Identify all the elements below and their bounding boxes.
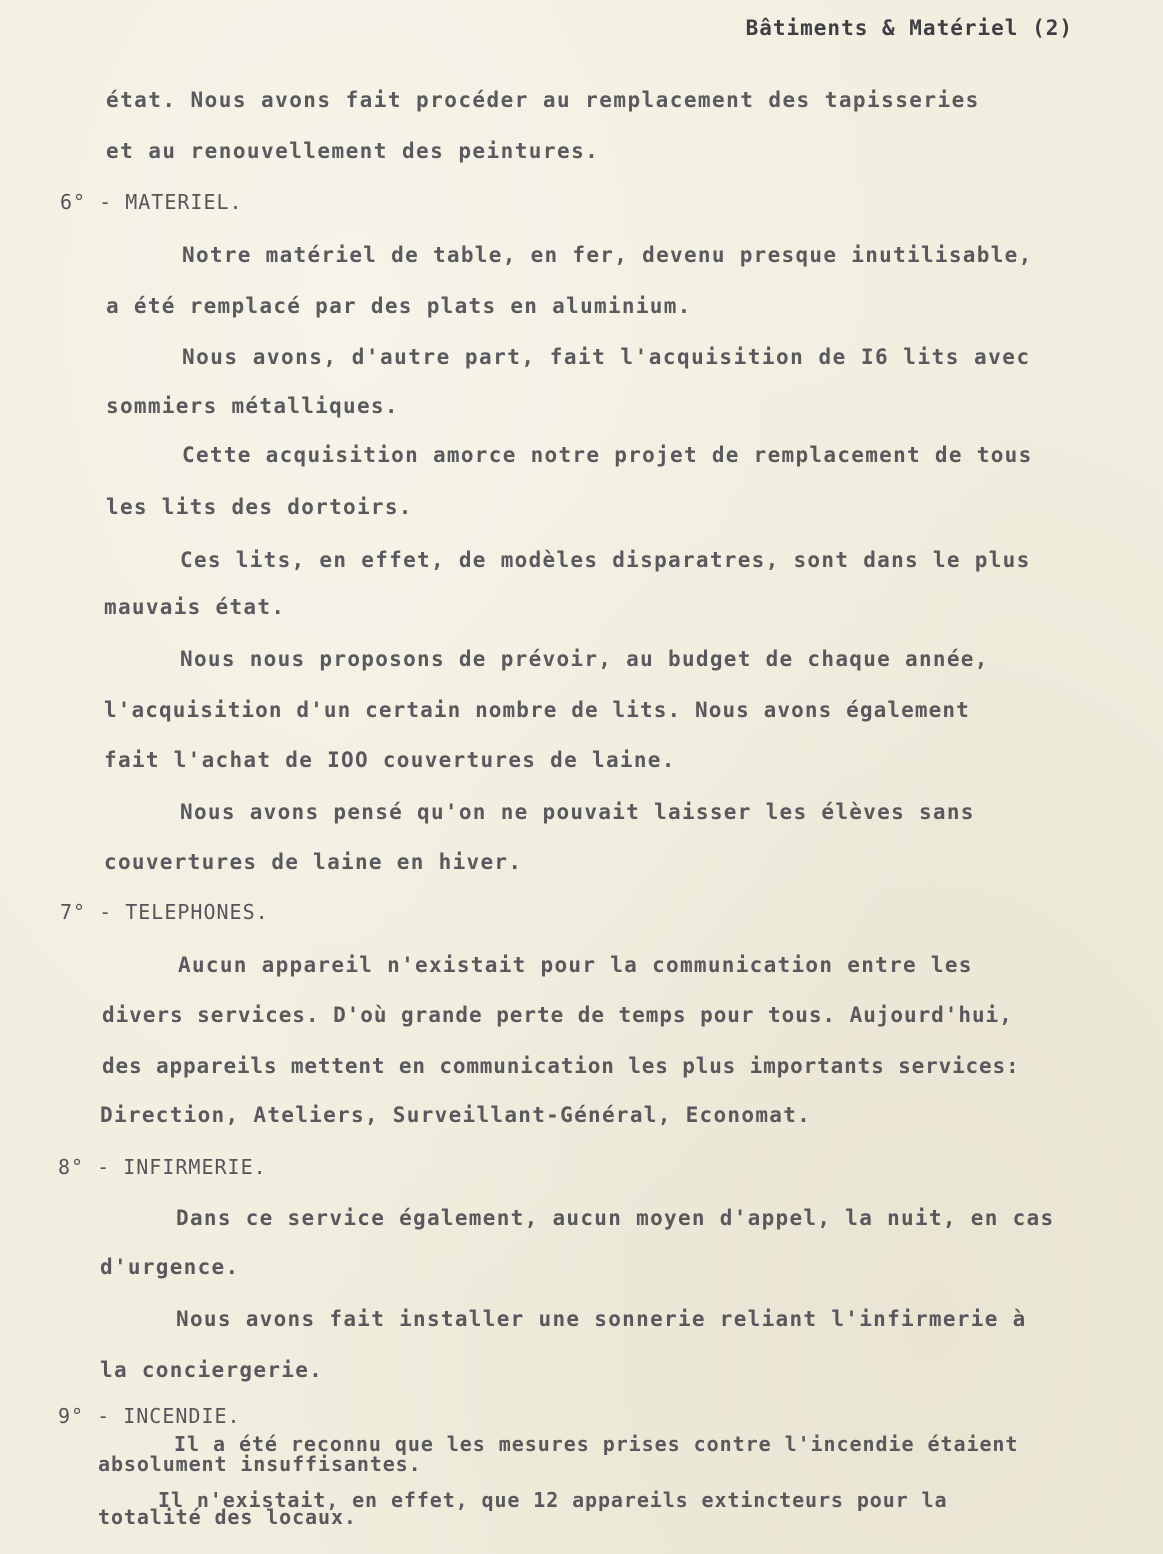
text-line: mauvais état. — [104, 595, 286, 619]
text-line: et au renouvellement des peintures. — [106, 139, 600, 163]
text-line: Nous nous proposons de prévoir, au budget de chaque année, — [180, 647, 989, 671]
text-line: divers services. D'où grande perte de temps pour tous. Aujourd'hui, — [102, 1003, 1013, 1027]
text-line: sommiers métalliques. — [106, 394, 399, 418]
text-line: absolument insuffisantes. — [98, 1452, 422, 1476]
section-heading-infirmerie: 8° - INFIRMERIE. — [58, 1155, 267, 1179]
text-line: Nous avons pensé qu'on ne pouvait laisser les élèves sans — [180, 800, 975, 824]
text-line: état. Nous avons fait procéder au remplacement des tapisseries — [106, 88, 980, 112]
text-line: Il a été reconnu que les mesures prises contre l'incendie étaient — [174, 1432, 1019, 1456]
section-heading-telephones: 7° - TELEPHONES. — [60, 900, 269, 924]
text-line: Cette acquisition amorce notre projet de remplacement de tous — [182, 443, 1033, 467]
text-line: les lits des dortoirs. — [106, 495, 413, 519]
text-line: Aucun appareil n'existait pour la communication entre les — [178, 953, 973, 977]
text-line: la conciergerie. — [100, 1358, 324, 1382]
text-line: couvertures de laine en hiver. — [104, 850, 523, 874]
text-line: Ces lits, en effet, de modèles disparatres, sont dans le plus — [180, 548, 1031, 572]
text-line: Notre matériel de table, en fer, devenu presque inutilisable, — [182, 243, 1033, 267]
section-heading-materiel: 6° - MATERIEL. — [60, 190, 243, 214]
page-header: Bâtiments & Matériel (2) — [745, 16, 1073, 40]
text-line: fait l'achat de IOO couvertures de laine. — [104, 748, 676, 772]
text-line: a été remplacé par des plats en aluminium. — [106, 294, 692, 318]
text-line: Direction, Ateliers, Surveillant-Général, Economat. — [100, 1103, 812, 1127]
text-line: Dans ce service également, aucun moyen d'appel, la nuit, en cas — [176, 1206, 1055, 1230]
text-line: Nous avons, d'autre part, fait l'acquisition de I6 lits avec — [182, 345, 1031, 369]
text-line: Nous avons fait installer une sonnerie reliant l'infirmerie à — [176, 1307, 1027, 1331]
text-line: d'urgence. — [100, 1255, 240, 1279]
text-line: totalité des locaux. — [98, 1505, 357, 1529]
text-line: des appareils mettent en communication les plus importants services: — [102, 1054, 1020, 1078]
text-line: Il n'existait, en effet, que 12 appareils extincteurs pour la — [158, 1488, 948, 1512]
text-line: l'acquisition d'un certain nombre de lits. Nous avons également — [104, 698, 970, 722]
section-heading-incendie: 9° - INCENDIE. — [58, 1404, 241, 1428]
